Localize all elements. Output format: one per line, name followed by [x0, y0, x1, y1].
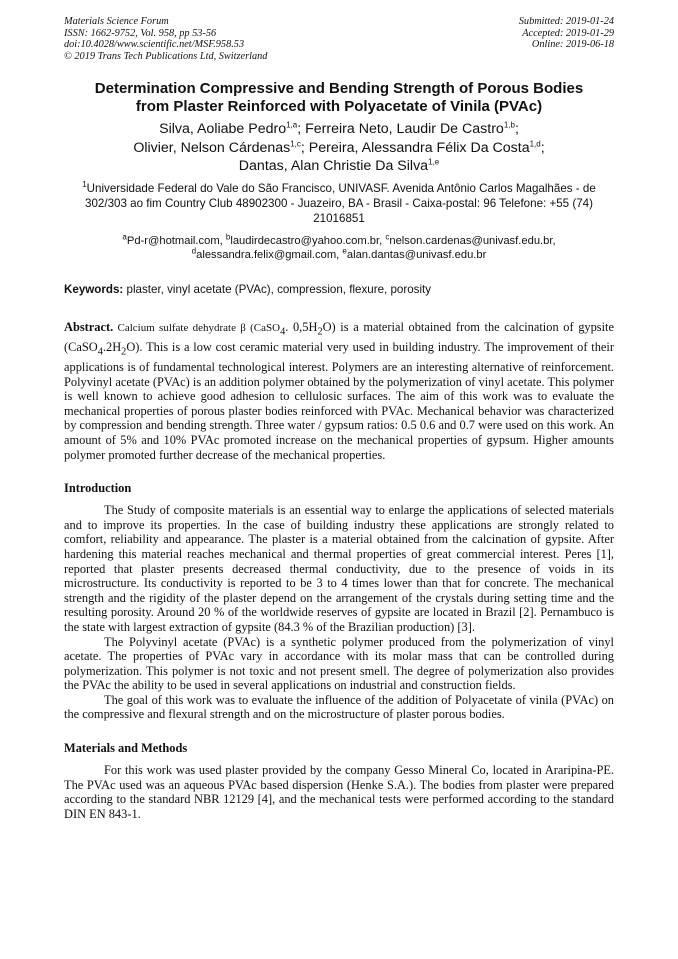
author-4-sep: ;: [540, 139, 545, 156]
online-date: Online: 2019-06-18: [531, 39, 614, 51]
introduction-paragraph-1: The Study of composite materials is an essential way to enlarge the applications of selected materials and to improve its properties. In the case of building industry these applications are strongly related to comfort, reliability and appearance. The plaster is a material obtained from the calcination of gypsite. After hardening this material reaches mechanical and thermal properties of great commercial interest. Peres [1], reported that plaster presents decreased thermal conductivity, due to the presence of voids in its microstructure. Its conductivity is reported to be 3 to 4 times lower than that for concrete. The mechanical strength and the rigidity of the plaster depend on the arrangement of the crystals during setting time and the resulting porosity. Around 20 % of the worldwide reserves of gypsite are located in Brazil [2]. Pernambuco is the state with largest extraction of gypsite (84.3 % of the Brazilian production) [3].: [64, 503, 614, 634]
issn-line: ISSN: 1662-9752, Vol. 958, pp 53-56: [64, 27, 217, 39]
author-3: Olivier, Nelson Cárdenas: [133, 139, 291, 156]
dates-info: [519, 16, 614, 62]
keywords: [64, 283, 614, 296]
affiliation-number: 1: [82, 180, 87, 190]
author-3-affil: 1,c: [290, 139, 301, 149]
author-5-affil: 1,e: [428, 157, 440, 167]
author-2: ; Ferreira Neto, Laudir De Castro: [297, 121, 504, 138]
abstract-lead: Calcium sulfate dehydrate β (CaSO: [113, 321, 281, 334]
introduction-paragraph-2: The Polyvinyl acetate (PVAc) is a synthetic polymer produced from the polymerization of vinyl acetate. The properties of PVAc vary in accordance with its molar mass that can be controlled during polymerization. This polymer is not toxic and not present smell. The degree of polymerization also provides the PVAc the ability to be used in several applications on industrial and construction fields.: [64, 634, 614, 693]
formula-sub-4: 2: [121, 346, 127, 358]
email-a: Pd-r@hotmail.com,: [126, 234, 226, 247]
abstract: [64, 320, 614, 462]
author-emails: [64, 234, 614, 263]
introduction-paragraph-3: The goal of this work was to evaluate the influence of the addition of Polyacetate of vinila (PVAc) on the compressive and flexural strength and on the microstructure of plaster porous bodies.: [64, 692, 614, 722]
methods-paragraph-1: For this work was used plaster provided by the company Gesso Mineral Co, located in Araripina-PE. The PVAc used was an aqueous PVAc based dispersion (Henke S.A.). The bodies from plaster were prepared according to the standard NBR 12129 [4], and the mechanical tests were performed according to the standard DIN EN 843-1.: [64, 763, 614, 821]
methods-heading: Materials and Methods: [64, 741, 188, 756]
title-line-1: Determination Compressive and Bending Strength of Porous Bodies: [94, 80, 584, 98]
author-4-affil: 1,d: [529, 139, 541, 149]
email-d-label: d: [191, 246, 197, 256]
title-line-2: from Plaster Reinforced with Polyacetate of Vinila (PVAc): [135, 98, 543, 116]
email-c: nelson.cardenas@univasf.edu.br,: [389, 234, 556, 247]
author-2-affil: 1,b: [503, 120, 515, 130]
journal-info: [64, 16, 267, 62]
formula-sub-1: 4: [280, 326, 286, 338]
email-a-label: a: [122, 232, 127, 242]
keywords-label: Keywords:: [64, 282, 124, 296]
email-d: alessandra.felix@gmail.com,: [196, 249, 343, 262]
abstract-rest: O). This is a low cost ceramic material very used in building industry. The improvement of their applications is of fundamental technological interest. Polymers are an interesting alternative of reinforcement. Polyvinyl acetate (PVAc) is an addition polymer obtained by the polymerization of vinyl acetate. This polymer is well known to achieve good adhesion to cellulosic surfaces. The aim of this work was to evaluate the mechanical properties of porous plaster bodies reinforced with PVAc. Mechanical behavior was characterized by compression and bending strength. Three water / gypsum ratios: 0.5 0.6 and 0.7 were used on this work. An amount of 5% and 10% PVAc promoted increase on the mechanical properties of gypsum. Higher amounts polymer promoted further decrease of the mechanical properties.: [64, 339, 614, 462]
doi-line: doi:10.4028/www.scientific.net/MSF.958.53: [64, 39, 245, 51]
author-1: Silva, Aoliabe Pedro: [159, 121, 287, 138]
journal-name: Materials Science Forum: [64, 16, 169, 27]
formula-sub-3: 4: [97, 346, 103, 358]
keywords-text: plaster, vinyl acetate (PVAc), compression, flexure, porosity: [123, 282, 432, 296]
introduction-heading: Introduction: [64, 481, 132, 496]
author-4: ; Pereira, Alessandra Félix Da Costa: [300, 139, 530, 156]
abstract-mid-3: .2H: [102, 339, 122, 354]
abstract-label: Abstract.: [64, 319, 114, 334]
author-1-affil: 1,a: [286, 120, 298, 130]
paper-title: [64, 80, 614, 116]
abstract-mid-1: . 0,5H: [285, 319, 318, 334]
submitted-date: Submitted: 2019-01-24: [518, 16, 614, 27]
email-b-label: b: [225, 232, 231, 242]
copyright-line: © 2019 Trans Tech Publications Ltd, Switzerland: [64, 50, 268, 62]
formula-sub-2: 2: [317, 326, 323, 338]
accepted-date: Accepted: 2019-01-29: [522, 27, 614, 39]
author-list: [64, 120, 614, 176]
email-b: laudirdecastro@yahoo.com.br,: [230, 234, 386, 247]
author-5: Dantas, Alan Christie Da Silva: [238, 158, 429, 175]
email-c-label: c: [385, 232, 390, 242]
affiliation: [64, 181, 614, 226]
email-e-label: e: [342, 246, 347, 256]
abstract-mid-2: O) is a material obtained from the calcination of gypsite (CaSO: [64, 319, 614, 354]
author-2-sep: ;: [514, 121, 519, 138]
email-e: alan.dantas@univasf.edu.br: [346, 249, 487, 262]
affiliation-text: Universidade Federal do Vale do São Francisco, UNIVASF. Avenida Antônio Carlos Magalhães - de 302/303 ao fim Country Club 48902300 - Juazeiro, BA - Brasil - Caixa-postal: 96 Telefone: +55 (74) 21016851: [85, 181, 596, 225]
publication-header: [64, 16, 614, 62]
